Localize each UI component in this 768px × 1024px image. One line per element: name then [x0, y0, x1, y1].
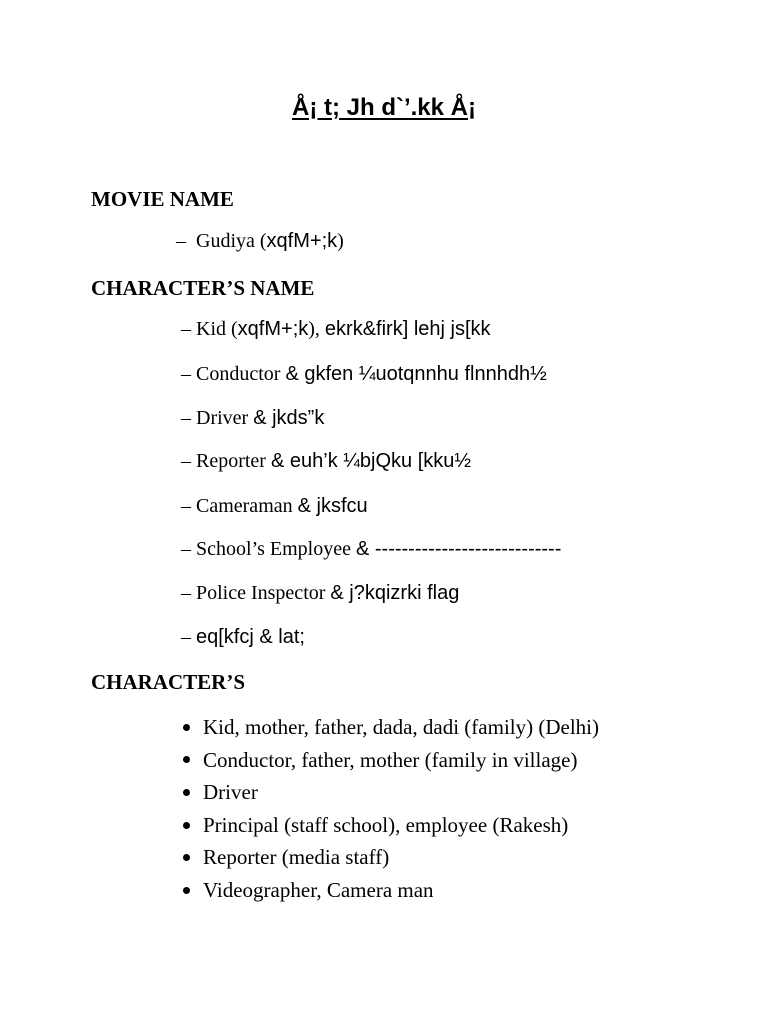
bullet-icon	[183, 789, 190, 796]
character-hindi: & jksfcu	[297, 495, 368, 517]
list-item-text: Reporter (media staff)	[203, 845, 390, 870]
list-item-text: Principal (staff school), employee (Rakesh)	[203, 812, 569, 837]
character-role: – Kid (	[181, 318, 238, 340]
bullet-icon	[183, 887, 190, 894]
movie-name-suffix: )	[337, 230, 344, 252]
character-name-line	[181, 582, 459, 605]
character-role: – Driver	[181, 407, 254, 429]
character-separator: ),	[308, 318, 325, 340]
bullet-icon	[183, 854, 190, 861]
bullet-icon	[183, 756, 190, 763]
character-name-line	[181, 407, 324, 430]
list-item	[181, 776, 599, 809]
character-role: – Reporter	[181, 450, 271, 472]
character-hindi: & j?kqizrki flag	[330, 582, 460, 604]
character-hindi: & gkfen ¼uotqnnhu flnnhdh½	[285, 363, 547, 385]
characters-name-heading: CHARACTER’S NAME	[91, 276, 315, 300]
bullet-icon	[183, 724, 190, 731]
list-item	[181, 711, 599, 744]
document-title: Å¡ t; Jh d`’.kk Å¡	[292, 94, 476, 121]
character-role: – Cameraman	[181, 495, 298, 517]
list-item	[181, 874, 599, 907]
movie-name-heading: MOVIE NAME	[91, 187, 234, 211]
character-hindi: xqfM+;k	[237, 318, 309, 340]
character-hindi: & jkds”k	[253, 407, 325, 429]
character-hindi-extra: ekrk&firk] lehj js[kk	[324, 318, 491, 340]
characters-list	[181, 711, 599, 907]
character-name-line	[181, 626, 305, 649]
list-item	[181, 809, 599, 842]
character-hindi: eq[kfcj & lat;	[196, 626, 305, 648]
character-role: –	[181, 626, 196, 648]
movie-name-hindi: xqfM+;k	[266, 230, 338, 252]
character-name-line	[181, 363, 547, 386]
character-name-line	[181, 495, 368, 518]
character-role: – Conductor	[181, 363, 286, 385]
character-name-line	[181, 538, 561, 561]
list-item	[181, 841, 599, 874]
characters-heading: CHARACTER’S	[91, 670, 246, 694]
list-item-text: Videographer, Camera man	[203, 877, 434, 902]
list-item-text: Kid, mother, father, dada, dadi (family) (Delhi)	[203, 715, 600, 739]
bullet-icon	[183, 822, 190, 829]
list-item-text: Conductor, father, mother (family in village)	[203, 747, 578, 772]
character-role: – School’s Employee	[181, 538, 356, 560]
character-hindi: & euh’k ¼bjQku [kku½	[270, 450, 472, 472]
movie-name-line	[176, 230, 344, 253]
movie-name-prefix: – Gudiya (	[176, 230, 267, 252]
character-name-line	[181, 318, 491, 341]
character-role: – Police Inspector	[181, 582, 331, 604]
character-name-line	[181, 450, 471, 473]
list-item-text: Driver	[203, 780, 258, 805]
character-hindi: & ----------------------------	[355, 538, 562, 560]
list-item	[181, 744, 599, 777]
